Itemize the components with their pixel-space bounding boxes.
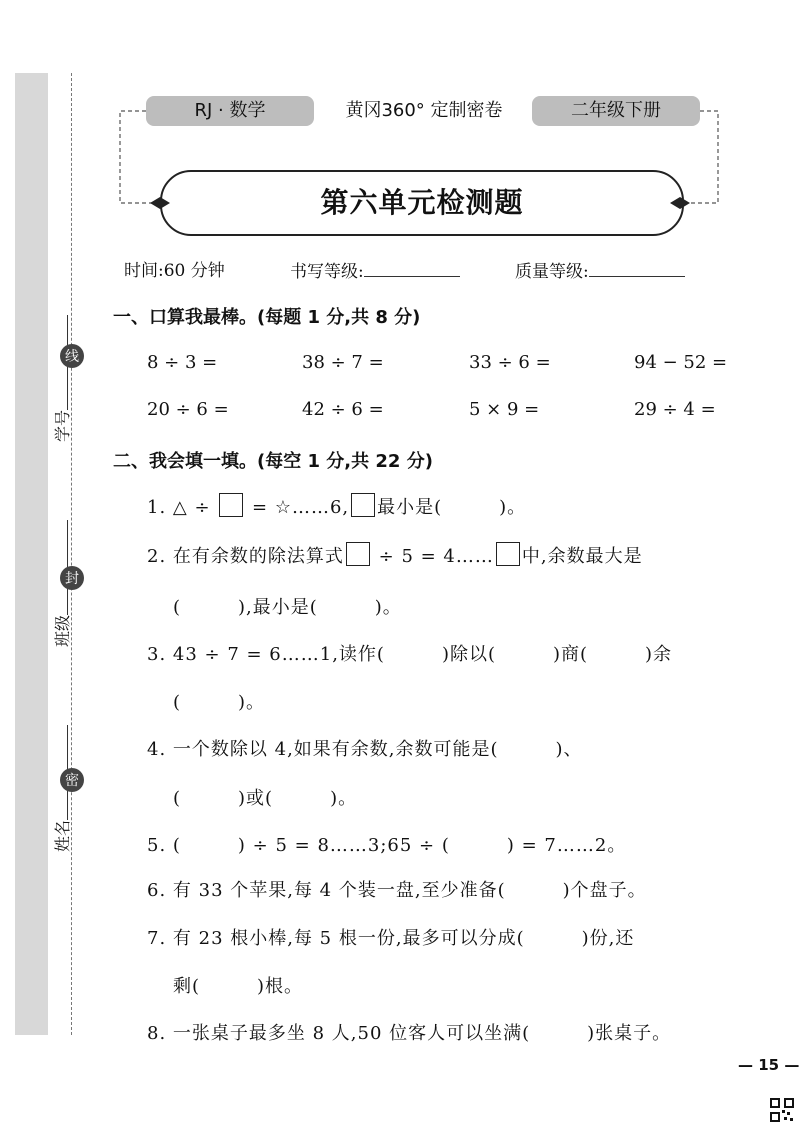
binding-mark-secret: 密 — [60, 768, 84, 792]
square-box — [219, 493, 243, 517]
dividend-box[interactable] — [346, 542, 370, 566]
question-4-continued: ( )或( )。 — [173, 788, 358, 809]
subject-pill: RJ · 数学 — [146, 96, 314, 126]
student-id-label: 学号 — [53, 409, 73, 443]
class-field — [0, 560, 73, 648]
question-4: 4. 一个数除以 4,如果有余数,余数可能是( )、 — [147, 739, 583, 760]
time-limit: 时间:60 分钟 — [124, 261, 225, 281]
question-2 — [147, 542, 643, 568]
page-title: 第六单元检测题 — [320, 186, 524, 219]
question-3: 3. 43 ÷ 7 = 6……1,读作( )除以( )商( )余 — [147, 644, 673, 665]
grade-pill: 二年级下册 — [532, 96, 700, 126]
question-3-continued: ( )。 — [173, 692, 266, 713]
class-label: 班级 — [53, 614, 73, 648]
quality-grade-blank[interactable] — [589, 256, 685, 277]
binding-mark-seal: 封 — [60, 566, 84, 590]
question-7-continued: 剩( )根。 — [173, 976, 304, 997]
mental-math-problem: 29 ÷ 4 = — [634, 399, 716, 420]
writing-grade-label: 书写等级: — [290, 262, 364, 282]
remainder-box[interactable] — [496, 542, 520, 566]
mental-math-problem: 8 ÷ 3 = — [147, 352, 218, 373]
mental-math-problem: 94 − 52 = — [634, 352, 728, 373]
question-text: 中,余数最大是 — [521, 546, 643, 567]
question-text: 2. 在有余数的除法算式 — [147, 546, 344, 567]
quality-grade — [515, 256, 685, 282]
question-8: 8. 一张桌子最多坐 8 人,50 位客人可以坐满( )张桌子。 — [147, 1023, 672, 1044]
page-number: — 15 — — [738, 1056, 800, 1074]
question-text: ÷ 5 = 4…… — [378, 546, 494, 567]
question-6: 6. 有 33 个苹果,每 4 个装一盘,至少准备( )个盘子。 — [147, 880, 647, 901]
question-7: 7. 有 23 根小棒,每 5 根一份,最多可以分成( )份,还 — [147, 928, 635, 949]
mental-math-problem: 42 ÷ 6 = — [302, 399, 384, 420]
quality-grade-label: 质量等级: — [515, 262, 589, 282]
mental-math-problem: 20 ÷ 6 = — [147, 399, 229, 420]
writing-grade-blank[interactable] — [364, 256, 460, 277]
question-text: = ☆……6, — [252, 497, 350, 518]
mental-math-problem: 5 × 9 = — [469, 399, 540, 420]
mental-math-problem: 33 ÷ 6 = — [469, 352, 551, 373]
qr-code-icon — [770, 1098, 794, 1122]
section2-heading: 二、我会填一填。(每空 1 分,共 22 分) — [113, 451, 433, 472]
section1-heading: 一、口算我最棒。(每题 1 分,共 8 分) — [113, 307, 421, 328]
question-5: 5. ( ) ÷ 5 = 8……3;65 ÷ ( ) = 7……2。 — [147, 835, 627, 856]
writing-grade — [290, 256, 460, 282]
mental-math-problem: 38 ÷ 7 = — [302, 352, 384, 373]
name-label: 姓名 — [53, 819, 73, 853]
series-title: 黄冈360° 定制密卷 — [345, 100, 503, 121]
question-2-continued: ( ),最小是( )。 — [173, 597, 402, 618]
question-text: 最小是( )。 — [377, 497, 527, 518]
binding-mark-line: 线 — [60, 344, 84, 368]
name-field — [0, 765, 73, 853]
student-id-field — [0, 355, 73, 443]
square-box — [351, 493, 375, 517]
question-1 — [147, 493, 526, 519]
question-text: 1. △ ÷ — [147, 497, 211, 518]
